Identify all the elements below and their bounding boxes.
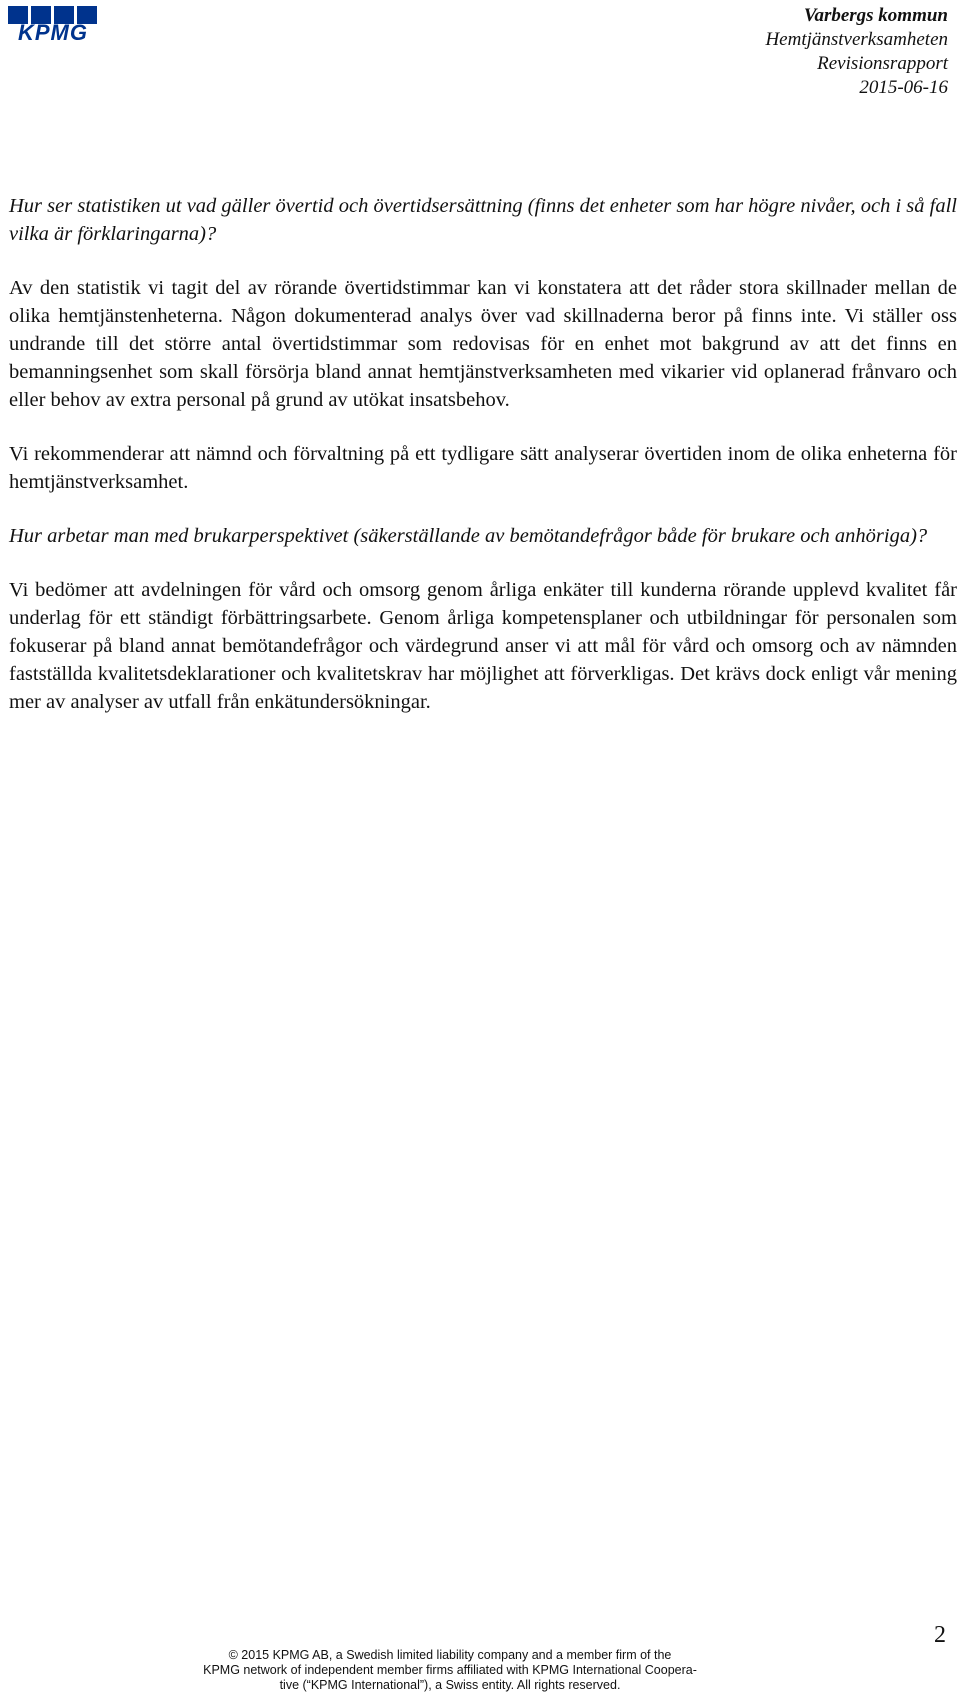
kpmg-logo — [6, 6, 104, 42]
footer-line: KPMG network of independent member firms affiliated with KPMG International Coopera- — [203, 1663, 697, 1677]
footer-line: tive (“KPMG International”), a Swiss entity. All rights reserved. — [279, 1678, 621, 1692]
copyright-footer — [170, 1648, 730, 1693]
report-body — [9, 192, 957, 742]
report-type: Revisionsrapport — [817, 53, 948, 74]
logo-text: KPMG — [18, 20, 88, 42]
paragraph-overtime-recommendation: Vi rekommenderar att nämnd och förvaltning på ett tydligare sätt analyserar övertiden inom de olika enheterna för hemtjänstverksamhet. — [9, 443, 957, 493]
paragraph-user-perspective-assessment: Vi bedömer att avdelningen för vård och omsorg genom årliga enkäter till kunderna rörande upplevd kvalitet får underlag för ett ständigt förbättringsarbete. Genom årliga kompetensplaner och utbildningar för personalen som fokuserar på bland annat bemötandefrågor och värdegrund anser vi att mål för vård och omsorg och av nämnden fastställda kvalitetsdeklarationer och kvalitetskrav har möjlighet att förverkligas. Det krävs dock enligt vår mening mer av analyser av utfall från enkätundersökningar. — [9, 579, 957, 713]
report-header — [528, 4, 948, 100]
question-user-perspective: Hur arbetar man med brukarperspektivet (säkerställande av bemötandefrågor både för brukare och anhöriga)? — [9, 525, 928, 547]
paragraph-overtime-findings: Av den statistik vi tagit del av rörande övertidstimmar kan vi konstatera att det råder stora skillnader mellan de olika hemtjänstenheterna. Någon dokumenterad analys över vad skillnaderna beror på finns inte. Vi ställer oss undrande till det större antal övertidstimmar som redovisas för en enhet mot bakgrund av att det finns en bemanningsenhet som skall försörja bland annat hemtjänstverksamheten med vikarier vid oplanerad frånvaro och eller behov av extra personal på grund av utökat insatsbehov. — [9, 277, 957, 411]
report-date: 2015-06-16 — [859, 77, 948, 98]
page-number: 2 — [934, 1622, 946, 1648]
organization-name: Varbergs kommun — [803, 5, 948, 26]
report-subject: Hemtjänstverksamheten — [765, 29, 948, 50]
question-overtime-statistics: Hur ser statistiken ut vad gäller övertid och övertidsersättning (finns det enheter som har högre nivåer, och i så fall vilka är förklaringarna)? — [9, 195, 957, 245]
kpmg-logo-mark — [6, 6, 104, 42]
footer-line: © 2015 KPMG AB, a Swedish limited liability company and a member firm of the — [228, 1648, 672, 1662]
